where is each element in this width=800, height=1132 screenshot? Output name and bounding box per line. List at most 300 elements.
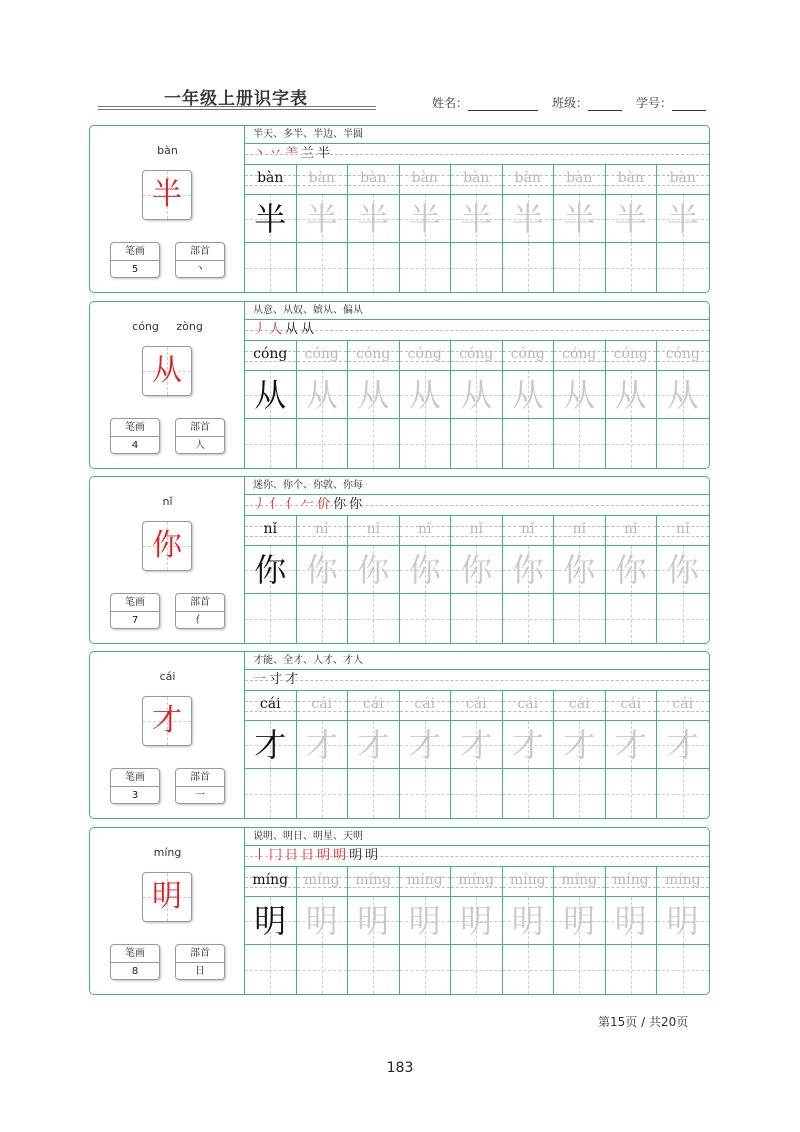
practice-grid bbox=[245, 516, 709, 643]
character-trace: 明 bbox=[511, 902, 544, 940]
character-model: 从 bbox=[254, 376, 287, 414]
blank-practice-cell[interactable] bbox=[606, 594, 658, 643]
character-practice-cell[interactable] bbox=[245, 546, 297, 594]
character-model: 半 bbox=[254, 200, 287, 238]
character-practice-cell[interactable] bbox=[503, 721, 555, 769]
blank-practice-cell[interactable] bbox=[606, 419, 658, 468]
blank-practice-cell[interactable] bbox=[451, 769, 503, 818]
character-practice-cell[interactable] bbox=[554, 546, 606, 594]
character-trace: 半 bbox=[408, 200, 441, 238]
pinyin-trace: bàn bbox=[308, 170, 335, 186]
character-practice-cell[interactable] bbox=[657, 897, 709, 945]
character-trace: 才 bbox=[357, 726, 390, 764]
blank-practice-cell[interactable] bbox=[503, 769, 555, 818]
blank-practice-cell[interactable] bbox=[606, 243, 658, 292]
stroke-order-row bbox=[245, 846, 709, 867]
pinyin-practice-cell[interactable] bbox=[451, 165, 503, 195]
pinyin-trace: bàn bbox=[411, 170, 438, 186]
stroke-order-row bbox=[245, 495, 709, 516]
blank-practice-cell[interactable] bbox=[503, 419, 555, 468]
pinyin-practice-cell[interactable] bbox=[657, 516, 709, 546]
blank-practice-cell[interactable] bbox=[348, 594, 400, 643]
pinyin-practice-cell[interactable] bbox=[400, 165, 452, 195]
blank-practice-cell[interactable] bbox=[657, 769, 709, 818]
blank-practice-cell[interactable] bbox=[400, 243, 452, 292]
character-practice-cell[interactable] bbox=[451, 371, 503, 419]
character-trace: 你 bbox=[563, 551, 596, 589]
pinyin-practice-cell[interactable] bbox=[606, 165, 658, 195]
stroke-step: 半 bbox=[317, 146, 331, 161]
character-trace: 你 bbox=[408, 551, 441, 589]
blank-practice-cell[interactable] bbox=[451, 945, 503, 994]
pinyin-trace: nǐ bbox=[521, 521, 535, 537]
character-practice-cell[interactable] bbox=[451, 897, 503, 945]
blank-practice-cell[interactable] bbox=[554, 945, 606, 994]
character-trace: 半 bbox=[460, 200, 493, 238]
example-words: 说明、明日、明星、天明 bbox=[245, 828, 709, 846]
stroke-count-value: 5 bbox=[131, 264, 139, 275]
pinyin-practice-cell[interactable] bbox=[451, 867, 503, 897]
character-practice-cell[interactable] bbox=[400, 721, 452, 769]
title-underline bbox=[98, 106, 376, 107]
pinyin-trace: míng bbox=[458, 872, 495, 888]
character-practice-cell[interactable] bbox=[451, 195, 503, 243]
radical-value: 人 bbox=[195, 440, 205, 451]
stroke-count-box bbox=[110, 418, 160, 454]
character-card bbox=[89, 301, 710, 469]
stroke-step: 丿 bbox=[253, 322, 267, 337]
stroke-step: 冂 bbox=[269, 848, 283, 863]
pinyin-practice-cell[interactable] bbox=[503, 516, 555, 546]
stroke-count-box bbox=[110, 593, 160, 629]
character-info-panel bbox=[90, 477, 245, 643]
pinyin-trace: cái bbox=[414, 696, 436, 712]
character-trace: 半 bbox=[511, 200, 544, 238]
character-practice-cell[interactable] bbox=[348, 721, 400, 769]
pinyin-trace: bàn bbox=[463, 170, 490, 186]
stroke-step: 明 bbox=[365, 848, 379, 863]
pinyin-trace: míng bbox=[406, 872, 443, 888]
stroke-count-value: 7 bbox=[131, 615, 139, 626]
character-practice-cell[interactable] bbox=[348, 546, 400, 594]
pinyin-trace: cóng bbox=[356, 346, 391, 362]
character-practice-cell[interactable] bbox=[503, 897, 555, 945]
pinyin-practice-cell[interactable] bbox=[400, 516, 452, 546]
character-trace: 才 bbox=[614, 726, 647, 764]
character-trace: 才 bbox=[511, 726, 544, 764]
pinyin-practice-cell[interactable] bbox=[245, 341, 297, 371]
pinyin-model: míng bbox=[252, 872, 289, 888]
pinyin-practice-cell[interactable] bbox=[503, 691, 555, 721]
stroke-step: 兰 bbox=[301, 146, 315, 161]
stroke-step: 价 bbox=[317, 497, 331, 512]
character-practice-cell[interactable] bbox=[400, 371, 452, 419]
pinyin-trace: cóng bbox=[304, 346, 339, 362]
pinyin-practice-cell[interactable] bbox=[348, 165, 400, 195]
character-info-panel bbox=[90, 828, 245, 994]
stroke-count-value: 3 bbox=[131, 790, 139, 801]
example-words: 迷你、你个、你敦、你每 bbox=[245, 477, 709, 495]
blank-practice-cell[interactable] bbox=[348, 945, 400, 994]
blank-practice-cell[interactable] bbox=[451, 594, 503, 643]
pinyin-practice-cell[interactable] bbox=[657, 341, 709, 371]
character-trace: 从 bbox=[408, 376, 441, 414]
stroke-step: 从 bbox=[285, 322, 299, 337]
stroke-step: 一 bbox=[253, 672, 267, 687]
character-trace: 才 bbox=[563, 726, 596, 764]
stroke-count-value: 4 bbox=[131, 440, 139, 451]
pinyin-practice-cell[interactable] bbox=[657, 867, 709, 897]
practice-panel bbox=[245, 126, 709, 292]
example-words: 半天、多半、半边、半圆 bbox=[245, 126, 709, 144]
character-practice-cell[interactable] bbox=[400, 897, 452, 945]
character-pinyin: bàn bbox=[157, 144, 178, 157]
pinyin-trace: míng bbox=[612, 872, 649, 888]
character-trace: 半 bbox=[614, 200, 647, 238]
pinyin-practice-cell[interactable] bbox=[503, 165, 555, 195]
pinyin-trace: míng bbox=[355, 872, 392, 888]
character-practice-cell[interactable] bbox=[554, 721, 606, 769]
stroke-step: 寸 bbox=[269, 672, 283, 687]
example-words: 从意、从奴、嫔从、偏从 bbox=[245, 302, 709, 320]
blank-practice-cell[interactable] bbox=[400, 945, 452, 994]
stroke-step: 丶 bbox=[253, 146, 267, 161]
stroke-count-box bbox=[110, 768, 160, 804]
stroke-sequence bbox=[253, 320, 317, 340]
pinyin-practice-cell[interactable] bbox=[451, 341, 503, 371]
blank-practice-cell[interactable] bbox=[297, 769, 349, 818]
blank-practice-cell[interactable] bbox=[554, 419, 606, 468]
character-practice-cell[interactable] bbox=[503, 546, 555, 594]
character-practice-cell[interactable] bbox=[348, 371, 400, 419]
radical-value: 一 bbox=[195, 790, 205, 801]
page-title: 一年级上册识字表 bbox=[164, 89, 308, 109]
pinyin-practice-cell[interactable] bbox=[657, 691, 709, 721]
pinyin-practice-cell[interactable] bbox=[297, 341, 349, 371]
pinyin-trace: nǐ bbox=[624, 521, 638, 537]
character-practice-cell[interactable] bbox=[554, 897, 606, 945]
character-model: 明 bbox=[254, 902, 287, 940]
radical-label: 部首 bbox=[176, 419, 224, 437]
character-practice-cell[interactable] bbox=[400, 546, 452, 594]
blank-practice-cell[interactable] bbox=[554, 243, 606, 292]
pinyin-trace: cái bbox=[620, 696, 642, 712]
name-field[interactable] bbox=[468, 98, 538, 111]
character-practice-cell[interactable] bbox=[503, 371, 555, 419]
character-practice-cell[interactable] bbox=[451, 721, 503, 769]
pinyin-practice-cell[interactable] bbox=[348, 516, 400, 546]
character-trace: 明 bbox=[305, 902, 338, 940]
radical-label: 部首 bbox=[176, 594, 224, 612]
blank-practice-cell[interactable] bbox=[503, 243, 555, 292]
character-practice-cell[interactable] bbox=[606, 721, 658, 769]
practice-panel bbox=[245, 652, 709, 818]
character-trace: 从 bbox=[563, 376, 596, 414]
blank-practice-cell[interactable] bbox=[400, 594, 452, 643]
pinyin-practice-cell[interactable] bbox=[245, 691, 297, 721]
character-box bbox=[142, 872, 192, 922]
pinyin-trace: míng bbox=[303, 872, 340, 888]
blank-practice-cell[interactable] bbox=[503, 594, 555, 643]
character-practice-cell[interactable] bbox=[245, 371, 297, 419]
pinyin-trace: bàn bbox=[617, 170, 644, 186]
character-practice-cell[interactable] bbox=[245, 721, 297, 769]
practice-panel bbox=[245, 828, 709, 994]
pinyin-practice-cell[interactable] bbox=[451, 691, 503, 721]
pinyin-practice-cell[interactable] bbox=[297, 165, 349, 195]
stroke-step: 日 bbox=[301, 848, 315, 863]
character-practice-cell[interactable] bbox=[554, 195, 606, 243]
pinyin-practice-cell[interactable] bbox=[245, 867, 297, 897]
practice-panel bbox=[245, 477, 709, 643]
character-practice-cell[interactable] bbox=[606, 546, 658, 594]
character-box bbox=[142, 346, 192, 396]
character-model: 才 bbox=[254, 726, 287, 764]
pinyin-trace: cóng bbox=[407, 346, 442, 362]
stroke-count-label: 笔画 bbox=[111, 243, 159, 261]
stroke-count-box bbox=[110, 944, 160, 980]
pinyin-practice-cell[interactable] bbox=[400, 691, 452, 721]
blank-practice-cell[interactable] bbox=[657, 594, 709, 643]
practice-grid bbox=[245, 867, 709, 994]
pinyin-practice-cell[interactable] bbox=[297, 867, 349, 897]
blank-practice-cell[interactable] bbox=[348, 243, 400, 292]
pinyin-trace: nǐ bbox=[366, 521, 380, 537]
class-label: 班级： bbox=[552, 96, 589, 110]
pinyin-practice-cell[interactable] bbox=[297, 691, 349, 721]
character-pinyin: cái bbox=[159, 670, 176, 683]
practice-grid bbox=[245, 691, 709, 818]
pinyin-practice-cell[interactable] bbox=[554, 867, 606, 897]
page-info: 第15页 / 共20页 bbox=[598, 1015, 689, 1029]
character-practice-cell[interactable] bbox=[657, 195, 709, 243]
pinyin-trace: bàn bbox=[360, 170, 387, 186]
stroke-count-box bbox=[110, 242, 160, 278]
character-practice-cell[interactable] bbox=[606, 371, 658, 419]
character-practice-cell[interactable] bbox=[554, 371, 606, 419]
pinyin-model: cóng bbox=[253, 346, 288, 362]
id-field[interactable] bbox=[672, 98, 706, 111]
pinyin-trace: cái bbox=[568, 696, 590, 712]
blank-practice-cell[interactable] bbox=[297, 419, 349, 468]
character-practice-cell[interactable] bbox=[606, 897, 658, 945]
pinyin-practice-cell[interactable] bbox=[554, 516, 606, 546]
pinyin-trace: cóng bbox=[510, 346, 545, 362]
character-practice-cell[interactable] bbox=[297, 371, 349, 419]
blank-practice-cell[interactable] bbox=[297, 594, 349, 643]
character-practice-cell[interactable] bbox=[400, 195, 452, 243]
stroke-step: 你 bbox=[333, 497, 347, 512]
stroke-step: 你 bbox=[349, 497, 363, 512]
radical-box bbox=[175, 593, 225, 629]
page-number: 183 bbox=[386, 1060, 414, 1076]
radical-value: 亻 bbox=[195, 615, 205, 626]
character-info-panel bbox=[90, 652, 245, 818]
stroke-step: 丿 bbox=[253, 497, 267, 512]
pinyin-trace: cóng bbox=[613, 346, 648, 362]
pinyin-practice-cell[interactable] bbox=[503, 341, 555, 371]
character-display: 从 bbox=[152, 353, 182, 388]
character-info-panel bbox=[90, 302, 245, 468]
radical-value: 丶 bbox=[195, 264, 205, 275]
character-trace: 从 bbox=[357, 376, 390, 414]
character-pinyin: nǐ bbox=[162, 495, 173, 508]
character-card bbox=[89, 476, 710, 644]
pinyin-model: nǐ bbox=[263, 521, 277, 537]
pinyin-practice-cell[interactable] bbox=[606, 867, 658, 897]
pinyin-practice-cell[interactable] bbox=[245, 516, 297, 546]
pinyin-trace: cóng bbox=[562, 346, 597, 362]
character-trace: 半 bbox=[563, 200, 596, 238]
stroke-step: 日 bbox=[285, 848, 299, 863]
stroke-count-label: 笔画 bbox=[111, 594, 159, 612]
pinyin-practice-cell[interactable] bbox=[451, 516, 503, 546]
blank-practice-cell[interactable] bbox=[657, 243, 709, 292]
pinyin-practice-cell[interactable] bbox=[400, 341, 452, 371]
character-trace: 明 bbox=[357, 902, 390, 940]
stroke-sequence bbox=[253, 670, 301, 690]
character-card bbox=[89, 125, 710, 293]
blank-practice-cell[interactable] bbox=[400, 769, 452, 818]
blank-practice-cell[interactable] bbox=[245, 945, 297, 994]
blank-practice-cell[interactable] bbox=[348, 419, 400, 468]
character-practice-cell[interactable] bbox=[348, 897, 400, 945]
pinyin-trace: cái bbox=[672, 696, 694, 712]
radical-label: 部首 bbox=[176, 945, 224, 963]
stroke-order-row bbox=[245, 144, 709, 165]
stroke-step: 明 bbox=[317, 848, 331, 863]
blank-practice-cell[interactable] bbox=[400, 419, 452, 468]
pinyin-trace: nǐ bbox=[676, 521, 690, 537]
character-practice-cell[interactable] bbox=[657, 546, 709, 594]
blank-practice-cell[interactable] bbox=[297, 243, 349, 292]
pinyin-trace: nǐ bbox=[572, 521, 586, 537]
blank-practice-cell[interactable] bbox=[451, 419, 503, 468]
blank-practice-cell[interactable] bbox=[554, 769, 606, 818]
blank-practice-cell[interactable] bbox=[245, 419, 297, 468]
practice-grid bbox=[245, 165, 709, 292]
pinyin-practice-cell[interactable] bbox=[554, 341, 606, 371]
character-display: 半 bbox=[152, 177, 182, 212]
pinyin-trace: míng bbox=[509, 872, 546, 888]
character-practice-cell[interactable] bbox=[657, 721, 709, 769]
character-trace: 明 bbox=[614, 902, 647, 940]
pinyin-trace: míng bbox=[664, 872, 701, 888]
name-label: 姓名： bbox=[432, 96, 469, 110]
blank-practice-cell[interactable] bbox=[348, 769, 400, 818]
blank-practice-cell[interactable] bbox=[657, 945, 709, 994]
pinyin-practice-cell[interactable] bbox=[348, 691, 400, 721]
character-box bbox=[142, 521, 192, 571]
character-trace: 你 bbox=[614, 551, 647, 589]
stroke-step: 丷 bbox=[269, 146, 283, 161]
pinyin-trace: cái bbox=[362, 696, 384, 712]
pinyin-practice-cell[interactable] bbox=[348, 867, 400, 897]
blank-practice-cell[interactable] bbox=[554, 594, 606, 643]
character-trace: 明 bbox=[460, 902, 493, 940]
character-practice-cell[interactable] bbox=[245, 195, 297, 243]
character-practice-cell[interactable] bbox=[297, 546, 349, 594]
blank-practice-cell[interactable] bbox=[657, 419, 709, 468]
radical-box bbox=[175, 944, 225, 980]
character-pinyin: míng bbox=[153, 846, 182, 859]
character-display: 才 bbox=[152, 703, 182, 738]
character-card bbox=[89, 827, 710, 995]
practice-grid bbox=[245, 341, 709, 468]
pinyin-trace: nǐ bbox=[315, 521, 329, 537]
blank-practice-cell[interactable] bbox=[245, 769, 297, 818]
character-practice-cell[interactable] bbox=[657, 371, 709, 419]
character-trace: 你 bbox=[511, 551, 544, 589]
stroke-step: 丨 bbox=[253, 848, 267, 863]
pinyin-practice-cell[interactable] bbox=[606, 341, 658, 371]
character-trace: 从 bbox=[511, 376, 544, 414]
radical-label: 部首 bbox=[176, 769, 224, 787]
blank-practice-cell[interactable] bbox=[297, 945, 349, 994]
character-practice-cell[interactable] bbox=[297, 897, 349, 945]
pinyin-model: bàn bbox=[257, 170, 284, 186]
blank-practice-cell[interactable] bbox=[606, 769, 658, 818]
stroke-count-label: 笔画 bbox=[111, 769, 159, 787]
radical-box bbox=[175, 768, 225, 804]
character-trace: 从 bbox=[305, 376, 338, 414]
pinyin-trace: bàn bbox=[514, 170, 541, 186]
character-practice-cell[interactable] bbox=[297, 195, 349, 243]
pinyin-practice-cell[interactable] bbox=[554, 691, 606, 721]
pinyin-practice-cell[interactable] bbox=[503, 867, 555, 897]
id-label: 学号： bbox=[636, 96, 673, 110]
character-trace: 你 bbox=[305, 551, 338, 589]
pinyin-trace: cái bbox=[311, 696, 333, 712]
pinyin-practice-cell[interactable] bbox=[245, 165, 297, 195]
blank-practice-cell[interactable] bbox=[245, 243, 297, 292]
character-trace: 才 bbox=[460, 726, 493, 764]
blank-practice-cell[interactable] bbox=[245, 594, 297, 643]
pinyin-trace: míng bbox=[561, 872, 598, 888]
pinyin-trace: cái bbox=[517, 696, 539, 712]
class-field[interactable] bbox=[588, 98, 622, 111]
character-trace: 从 bbox=[460, 376, 493, 414]
character-practice-cell[interactable] bbox=[297, 721, 349, 769]
stroke-step: 从 bbox=[301, 322, 315, 337]
character-practice-cell[interactable] bbox=[606, 195, 658, 243]
blank-practice-cell[interactable] bbox=[503, 945, 555, 994]
blank-practice-cell[interactable] bbox=[606, 945, 658, 994]
blank-practice-cell[interactable] bbox=[451, 243, 503, 292]
pinyin-practice-cell[interactable] bbox=[606, 516, 658, 546]
pinyin-practice-cell[interactable] bbox=[657, 165, 709, 195]
pinyin-trace: cóng bbox=[665, 346, 700, 362]
stroke-step: 明 bbox=[349, 848, 363, 863]
stroke-sequence bbox=[253, 144, 333, 164]
character-trace: 才 bbox=[408, 726, 441, 764]
pinyin-practice-cell[interactable] bbox=[348, 341, 400, 371]
pinyin-practice-cell[interactable] bbox=[400, 867, 452, 897]
pinyin-trace: cóng bbox=[459, 346, 494, 362]
character-trace: 从 bbox=[666, 376, 699, 414]
pinyin-practice-cell[interactable] bbox=[606, 691, 658, 721]
character-practice-cell[interactable] bbox=[451, 546, 503, 594]
pinyin-model: cái bbox=[259, 696, 281, 712]
pinyin-practice-cell[interactable] bbox=[297, 516, 349, 546]
character-practice-cell[interactable] bbox=[348, 195, 400, 243]
radical-value: 日 bbox=[195, 966, 205, 977]
stroke-step: 𠂉 bbox=[301, 497, 315, 512]
pinyin-practice-cell[interactable] bbox=[554, 165, 606, 195]
character-practice-cell[interactable] bbox=[245, 897, 297, 945]
character-trace: 半 bbox=[357, 200, 390, 238]
character-practice-cell[interactable] bbox=[503, 195, 555, 243]
